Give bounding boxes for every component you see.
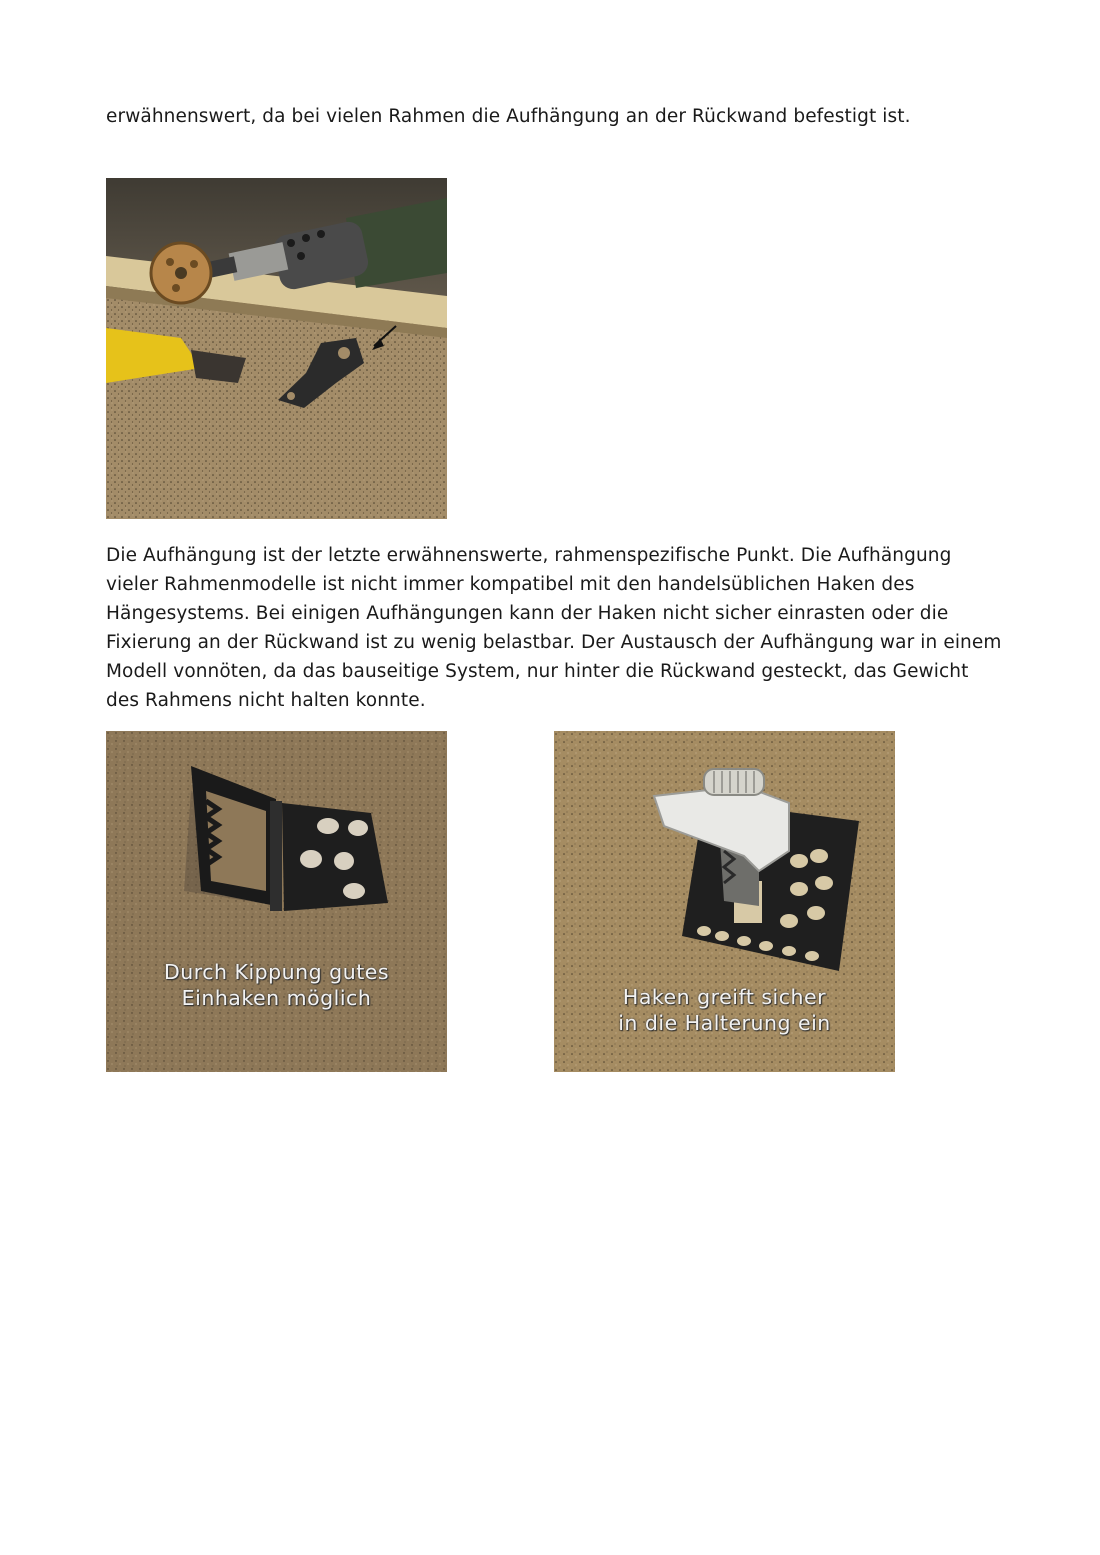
- photo-caption: Durch Kippung gutes Einhaken möglich: [163, 960, 390, 1010]
- tilting-hanger-illustration: [106, 731, 447, 1072]
- photo-groove-cutting: [106, 178, 447, 519]
- photo-tilting-hanger: [106, 731, 447, 1072]
- photo-caption: Haken greift sicher in die Halterung ein: [618, 985, 831, 1035]
- paragraph-hanger: Die Aufhängung ist der letzte erwähnenswerte, rahmenspezifische Punkt. Die Aufhängung vieler Rahmenmodelle ist nicht immer kompatibel mit den handelsüblichen Haken des Hängesystems. Bei einigen Aufhängungen kann der Haken nicht sicher einrasten oder die Fixierung an der Rückwand ist zu wenig belastbar. Der Austausch der Aufhängung war in einem Modell vonnöten, da das bauseitige System, nur hinter die Rückwand gesteckt, das Gewicht des Rahmens nicht halten konnte.: [106, 545, 1002, 711]
- photo-hook-engaged: [554, 731, 895, 1072]
- paragraph-intro: erwähnenswert, da bei vielen Rahmen die Aufhängung an der Rückwand befestigt ist.: [106, 106, 911, 127]
- rotary-tool-illustration: [106, 178, 447, 519]
